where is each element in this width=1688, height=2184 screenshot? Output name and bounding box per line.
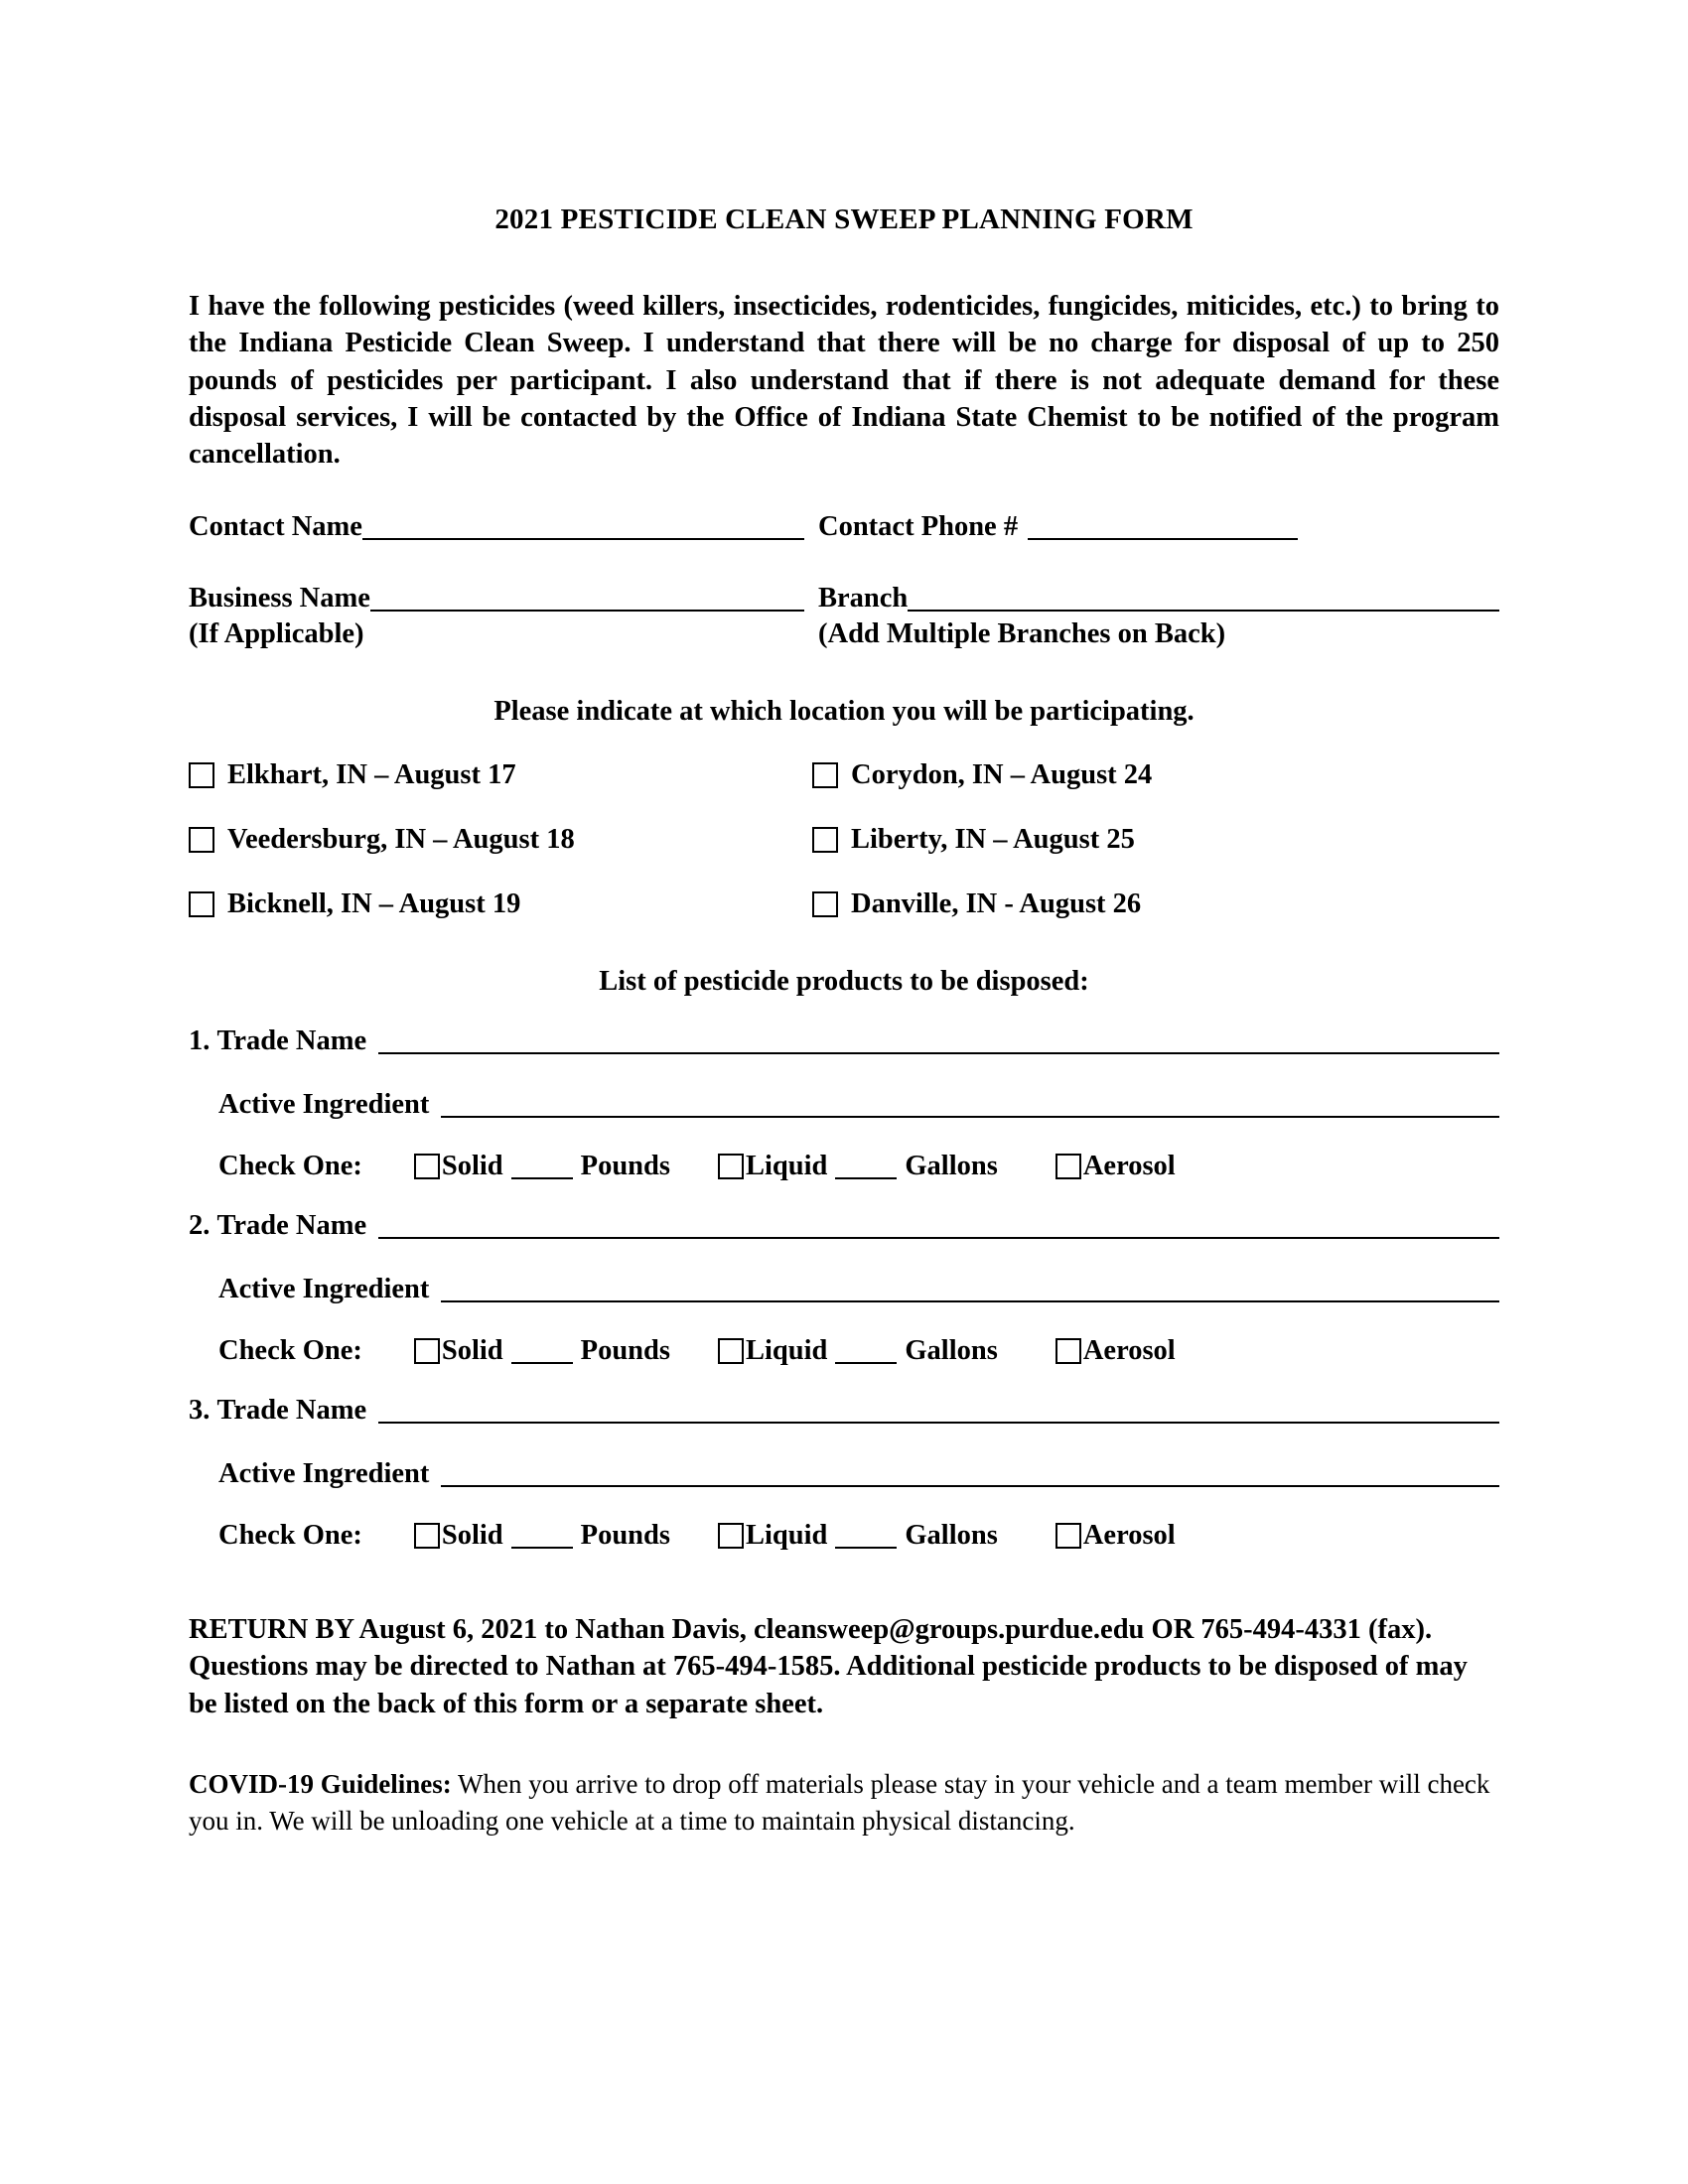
active-ingredient-label: Active Ingredient [218,1088,430,1120]
option-liquid[interactable] [718,1151,998,1182]
trade-name-row [189,1210,1499,1242]
contact-name-group [189,511,804,543]
location-label: Corydon, IN – August 24 [851,758,1153,790]
checkbox-icon[interactable] [414,1523,440,1549]
checkbox-icon[interactable] [812,891,838,917]
location-label: Veedersburg, IN – August 18 [227,823,575,855]
location-row [189,759,1499,791]
option-aerosol-label: Aerosol [1082,1150,1176,1181]
checkbox-icon[interactable] [718,1523,744,1549]
contact-phone-label: Contact Phone # [818,510,1019,542]
active-ingredient-row [189,1458,1499,1490]
checkbox-icon[interactable] [718,1338,744,1364]
product-number: 2. [189,1209,211,1241]
business-name-group [189,583,804,614]
active-ingredient-row [189,1274,1499,1305]
trade-name-input[interactable] [378,1027,1499,1054]
pounds-input[interactable] [511,1156,573,1179]
product-entry-3 [189,1395,1499,1552]
check-one-label: Check One: [218,1150,362,1181]
trade-name-input[interactable] [378,1212,1499,1239]
option-solid[interactable] [414,1335,670,1367]
product-entry-1 [189,1025,1499,1182]
checkbox-icon[interactable] [189,762,214,788]
checkbox-icon[interactable] [189,891,214,917]
checkbox-icon[interactable] [189,827,214,853]
option-aerosol-label: Aerosol [1082,1334,1176,1366]
product-entries [189,1025,1499,1552]
active-ingredient-row [189,1089,1499,1121]
pounds-input[interactable] [511,1525,573,1549]
trade-name-label: Trade Name [216,1394,367,1426]
active-ingredient-input[interactable] [441,1091,1499,1118]
return-instructions: RETURN BY August 6, 2021 to Nathan Davis, cleansweep@groups.purdue.edu OR 765-494-4331 (fax). Questions may be directed to Nathan at 765-494-1585. Additional pesticide products to be disposed of may be listed on the back of this form or a separate sheet. [189,1613,1468,1719]
option-liquid-label: Liquid [745,1334,828,1366]
unit-pounds-label: Pounds [580,1334,670,1366]
location-option-elkhart[interactable] [189,759,812,791]
option-solid-label: Solid [441,1150,503,1181]
trade-name-label: Trade Name [216,1209,367,1241]
option-liquid-label: Liquid [745,1519,828,1551]
pounds-input[interactable] [511,1340,573,1364]
gallons-input[interactable] [835,1525,897,1549]
products-heading: List of pesticide products to be disposed: [599,965,1089,997]
trade-name-input[interactable] [378,1397,1499,1424]
contact-name-row [189,511,1499,543]
checkbox-icon[interactable] [1055,1523,1081,1549]
option-liquid[interactable] [718,1335,998,1367]
check-one-label: Check One: [218,1519,362,1551]
contact-phone-group [818,511,1499,543]
trade-name-row [189,1025,1499,1057]
active-ingredient-label: Active Ingredient [218,1457,430,1489]
option-solid-label: Solid [441,1519,503,1551]
trade-name-label: Trade Name [216,1024,367,1056]
checkbox-icon[interactable] [414,1338,440,1364]
active-ingredient-label: Active Ingredient [218,1273,430,1304]
location-label: Danville, IN - August 26 [851,887,1142,919]
covid-guidelines-label: COVID-19 Guidelines: [189,1769,452,1800]
active-ingredient-input[interactable] [441,1460,1499,1487]
business-name-label: Business Name [189,582,370,614]
contact-phone-input[interactable] [1028,513,1298,540]
location-row [189,824,1499,856]
checkbox-icon[interactable] [718,1154,744,1179]
checkbox-icon[interactable] [1055,1338,1081,1364]
location-option-danville[interactable] [812,888,1499,920]
covid-guidelines [189,1766,1499,1838]
location-label: Liberty, IN – August 25 [851,823,1135,855]
page-title: 2021 PESTICIDE CLEAN SWEEP PLANNING FORM [494,204,1194,235]
business-name-input[interactable] [370,585,804,612]
contact-fields [189,511,1499,650]
option-aerosol[interactable] [1055,1335,1176,1367]
option-solid[interactable] [414,1520,670,1552]
check-one-row [189,1520,1499,1552]
unit-gallons-label: Gallons [905,1519,998,1551]
check-one-row [189,1151,1499,1182]
field-notes-row [189,618,1499,650]
business-name-note: (If Applicable) [189,617,364,649]
locations-heading: Please indicate at which location you will be participating. [493,695,1195,727]
unit-gallons-label: Gallons [905,1150,998,1181]
location-option-liberty[interactable] [812,824,1499,856]
branch-input[interactable] [908,585,1499,612]
gallons-input[interactable] [835,1156,897,1179]
check-one-label: Check One: [218,1334,362,1366]
gallons-input[interactable] [835,1340,897,1364]
option-solid[interactable] [414,1151,670,1182]
intro-paragraph: I have the following pesticides (weed killers, insecticides, rodenticides, fungicides, miticides, etc.) to bring to the Indiana Pesticide Clean Sweep. I understand that there will be no charge for disposal of up to 250 pounds of pesticides per participant. I also understand that if there is not adequate demand for these disposal services, I will be contacted by the Office of Indiana State Chemist to be notified of the program cancellation. [189,290,1499,471]
location-label: Bicknell, IN – August 19 [227,887,521,919]
business-name-row [189,583,1499,614]
form-sheet [189,149,1499,1865]
option-solid-label: Solid [441,1334,503,1366]
trade-name-row [189,1395,1499,1427]
check-one-row [189,1335,1499,1367]
active-ingredient-input[interactable] [441,1276,1499,1302]
locations-checkbox-grid [189,759,1499,920]
option-liquid-label: Liquid [745,1150,828,1181]
unit-pounds-label: Pounds [580,1519,670,1551]
branch-note: (Add Multiple Branches on Back) [818,617,1226,649]
branch-group [818,583,1499,614]
contact-name-input[interactable] [362,513,804,540]
covid-guidelines-text: When you arrive to drop off materials please stay in your vehicle and a team member will check you in. We will be unloading one vehicle at a time to maintain physical distancing. [189,1769,1490,1836]
option-aerosol[interactable] [1055,1520,1176,1552]
location-option-corydon[interactable] [812,759,1499,791]
option-aerosol-label: Aerosol [1082,1519,1176,1551]
option-aerosol[interactable] [1055,1151,1176,1182]
contact-name-label: Contact Name [189,510,362,542]
option-liquid[interactable] [718,1520,998,1552]
location-row [189,888,1499,920]
checkbox-icon[interactable] [812,827,838,853]
product-number: 1. [189,1024,211,1056]
checkbox-icon[interactable] [812,762,838,788]
branch-label: Branch [818,582,909,614]
product-entry-2 [189,1210,1499,1367]
location-label: Elkhart, IN – August 17 [227,758,516,790]
checkbox-icon[interactable] [414,1154,440,1179]
unit-pounds-label: Pounds [580,1150,670,1181]
location-option-bicknell[interactable] [189,888,812,920]
product-number: 3. [189,1394,211,1426]
location-option-veedersburg[interactable] [189,824,812,856]
checkbox-icon[interactable] [1055,1154,1081,1179]
unit-gallons-label: Gallons [905,1334,998,1366]
